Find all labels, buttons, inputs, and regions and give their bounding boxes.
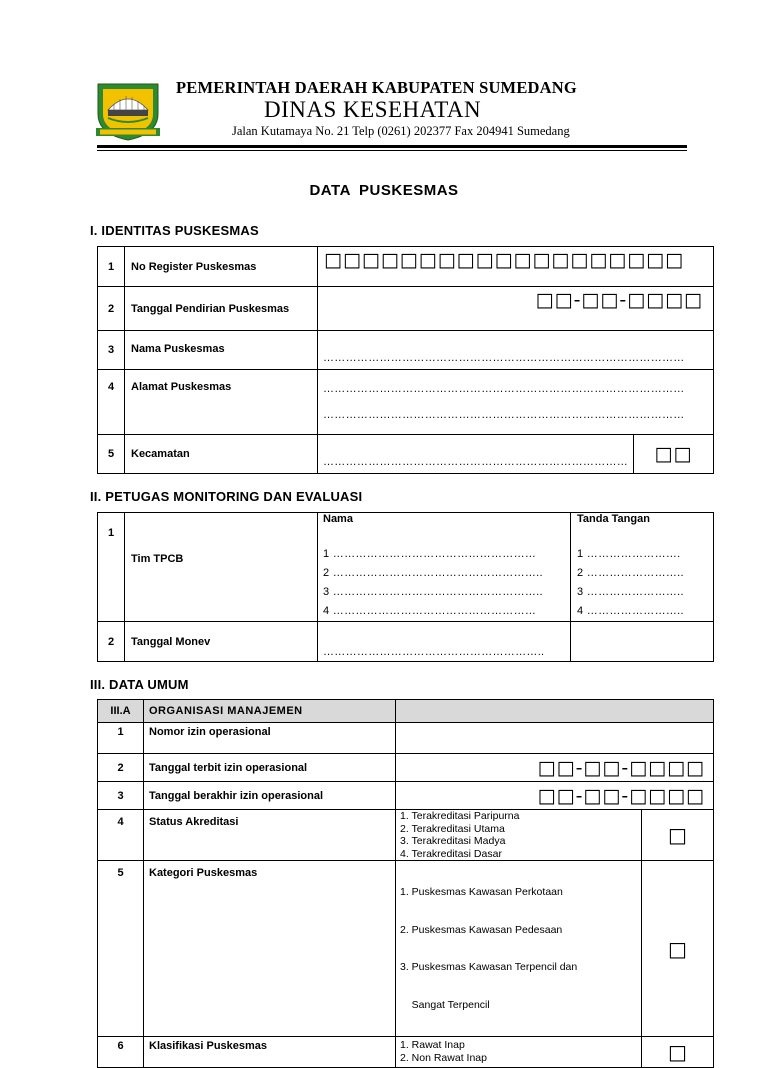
monev-table: [97, 512, 714, 662]
signature-list: [577, 545, 713, 621]
row-number: 2: [98, 622, 125, 662]
option-item: 1. Terakreditasi Paripurna: [400, 810, 520, 822]
field-label: Klasifikasi Puskesmas: [144, 1037, 396, 1068]
option-item: 2. Non Rawat Inap: [400, 1051, 487, 1064]
address-field[interactable]: [318, 370, 714, 435]
field-label: Kategori Puskesmas: [144, 861, 396, 1037]
option-item: 3. Puskesmas Kawasan Terpencil dan: [400, 961, 578, 973]
table-row: [98, 287, 714, 331]
table-row: [98, 622, 714, 662]
option-item: 1. Puskesmas Kawasan Perkotaan: [400, 886, 563, 898]
monev-date-field[interactable]: …………………………………………………..: [318, 622, 571, 662]
option-item: 4. Terakreditasi Dasar: [400, 847, 502, 860]
field-label: Nomor izin operasional: [144, 723, 396, 754]
option-item: Sangat Terpencil: [400, 998, 490, 1011]
accreditation-choice-box[interactable]: □: [642, 810, 714, 861]
permit-number-field[interactable]: [396, 723, 714, 754]
field-label: Status Akreditasi: [144, 810, 396, 861]
section-1-heading: I. IDENTITAS PUSKESMAS: [90, 223, 259, 238]
district-field[interactable]: ………………………………………………………………………: [318, 435, 634, 474]
table-row: [98, 810, 714, 861]
table-row: [98, 370, 714, 435]
table-row: [98, 435, 714, 474]
puskesmas-name-field[interactable]: ……………………………………………………………………………………: [318, 331, 714, 370]
data-umum-table: [97, 699, 714, 1068]
table-row: [98, 1037, 714, 1068]
header-address: Jalan Kutamaya No. 21 Telp (0261) 202377 Fax 204941 Sumedang: [232, 124, 570, 138]
header-thin-rule: [97, 150, 687, 151]
field-label: Nama Puskesmas: [125, 331, 318, 370]
address-line-1[interactable]: ……………………………………………………………………………………: [323, 383, 685, 395]
section-3-heading: III. DATA UMUM: [90, 677, 189, 692]
row-number: 6: [98, 1037, 144, 1068]
header-agency-name: DINAS KESEHATAN: [264, 97, 482, 122]
register-number-boxes[interactable]: □□□□□□□□□□□□□□□□□□□: [318, 247, 714, 287]
field-label: Kecamatan: [125, 435, 318, 474]
signature-4[interactable]: 4 ……………………..: [577, 605, 684, 617]
team-name-2[interactable]: 2 ………………………………………………..: [323, 567, 543, 579]
option-item: 2. Puskesmas Kawasan Pedesaan: [400, 923, 563, 936]
table-header-row: [98, 700, 714, 723]
row-number: 1: [98, 247, 125, 287]
row-number: 3: [98, 331, 125, 370]
field-label: Tanggal terbit izin operasional: [144, 754, 396, 782]
permit-expiry-date-boxes[interactable]: □□-□□-□□□□: [396, 782, 714, 810]
permit-issue-date-boxes[interactable]: □□-□□-□□□□: [396, 754, 714, 782]
subsection-title: ORGANISASI MANAJEMEN: [144, 700, 396, 723]
row-number: 4: [98, 370, 125, 435]
category-choice-box[interactable]: □: [642, 861, 714, 1037]
table-row: [98, 723, 714, 754]
district-emblem-logo: [94, 80, 162, 142]
row-number: 2: [98, 287, 125, 331]
district-code-boxes[interactable]: □□: [634, 435, 714, 474]
section-2-heading: II. PETUGAS MONITORING DAN EVALUASI: [90, 489, 363, 504]
header-empty-cell: [396, 700, 714, 723]
signature-3[interactable]: 3 ……………………..: [577, 586, 684, 598]
option-item: 1. Rawat Inap: [400, 1039, 465, 1051]
table-row: [98, 861, 714, 1037]
option-item: 3. Terakreditasi Madya: [400, 835, 506, 847]
identitas-table: [97, 246, 714, 474]
field-label: Tim TPCB: [125, 513, 318, 622]
option-item: 2. Terakreditasi Utama: [400, 822, 505, 835]
team-name-4[interactable]: 4 ………………………………………………: [323, 605, 537, 617]
classification-choice-box[interactable]: □: [642, 1037, 714, 1068]
category-options: [396, 861, 642, 1037]
table-row: [98, 331, 714, 370]
address-line-2[interactable]: ……………………………………………………………………………………: [323, 409, 685, 421]
signature-1[interactable]: 1 …………………….: [577, 548, 681, 560]
founding-date-boxes[interactable]: □□-□□-□□□□: [318, 287, 714, 331]
classification-options: [396, 1037, 642, 1068]
signatures-cell: [571, 513, 714, 622]
field-label: No Register Puskesmas: [125, 247, 318, 287]
subsection-number: III.A: [98, 700, 144, 723]
team-names-cell: [318, 513, 571, 622]
row-number: 5: [98, 861, 144, 1037]
header-government-name: PEMERINTAH DAERAH KABUPATEN SUMEDANG: [176, 78, 577, 97]
row-number: 3: [98, 782, 144, 810]
empty-cell: [571, 622, 714, 662]
column-header-tanda-tangan: Tanda Tangan: [577, 513, 650, 525]
team-name-3[interactable]: 3 ………………………………………………..: [323, 586, 543, 598]
column-header-nama: Nama: [323, 513, 353, 525]
document-title: DATA PUSKESMAS: [309, 182, 459, 199]
signature-2[interactable]: 2 ……………………..: [577, 567, 684, 579]
field-label: Tanggal Monev: [125, 622, 318, 662]
field-label: Tanggal berakhir izin operasional: [144, 782, 396, 810]
field-label: Alamat Puskesmas: [125, 370, 318, 435]
accreditation-options: [396, 810, 642, 861]
table-row: [98, 513, 714, 622]
row-number: 2: [98, 754, 144, 782]
team-name-1[interactable]: 1 ………………………………………………: [323, 548, 537, 560]
header-thick-rule: [97, 145, 687, 148]
row-number: 1: [98, 513, 125, 622]
row-number: 5: [98, 435, 125, 474]
field-label: Tanggal Pendirian Puskesmas: [125, 287, 318, 331]
table-row: [98, 247, 714, 287]
table-row: [98, 782, 714, 810]
row-number: 1: [98, 723, 144, 754]
table-row: [98, 754, 714, 782]
team-name-list: [323, 545, 570, 621]
row-number: 4: [98, 810, 144, 861]
